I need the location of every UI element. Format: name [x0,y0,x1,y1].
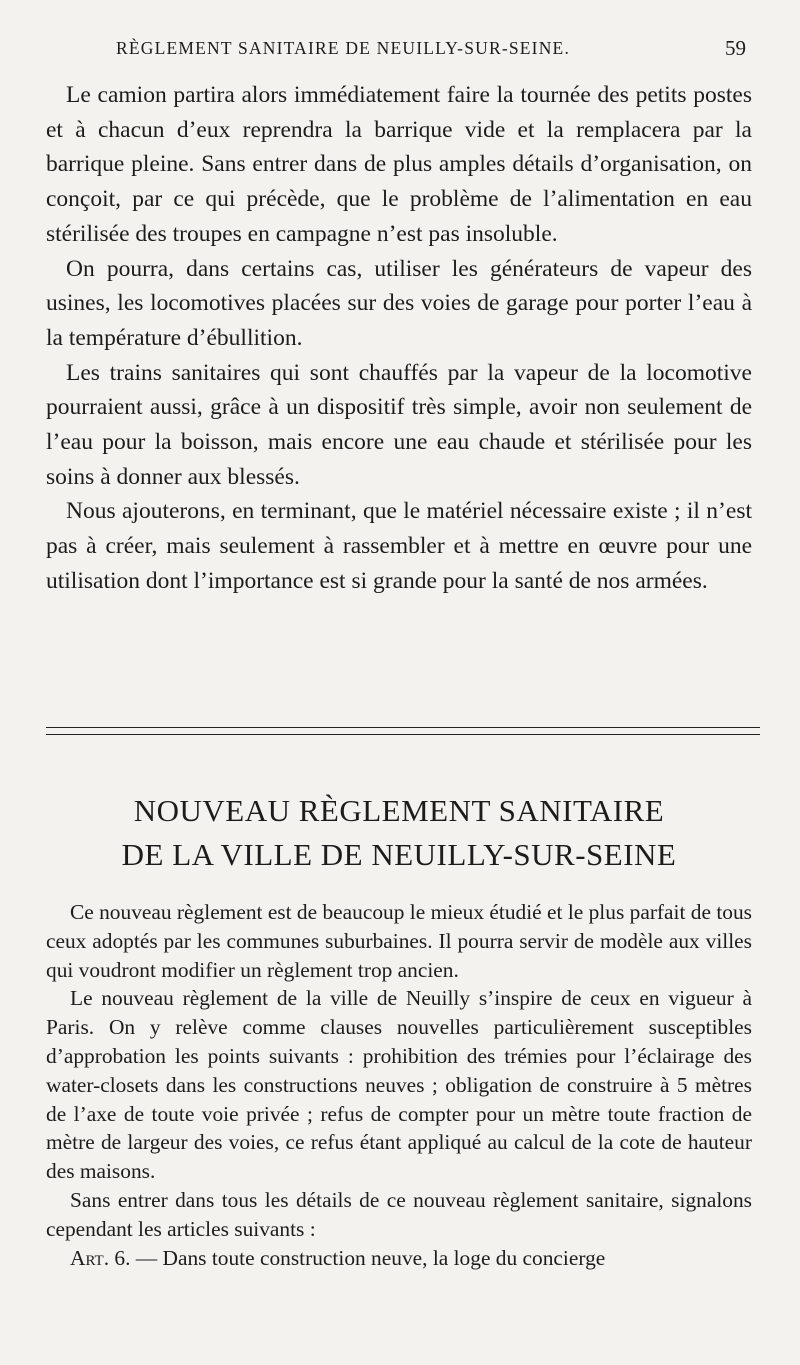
paragraph-generateurs: On pourra, dans certains cas, utiliser les générateurs de vapeur des usines, les locomotives placées sur des voies de garage pour porter l’eau à la température d’ébullition. [46,255,752,351]
upper-text-block [46,78,752,599]
section-heading [46,789,752,877]
lower-text-block [46,898,752,1272]
paragraph-articles-suivants: Sans entrer dans tous les détails de ce nouveau règlement sanitaire, signalons cependant les articles suivants : [46,1187,752,1241]
article-text: — Dans toute construction neuve, la loge du concierge [130,1245,606,1270]
section-title-line-1: NOUVEAU RÈGLEMENT SANITAIRE [133,793,665,828]
running-head [46,36,752,66]
page-number: 59 [725,36,746,60]
paragraph-camion: Le camion partira alors immédiatement faire la tournée des petits postes et à chacun d’eux reprendra la barrique vide et la remplacera par la barrique pleine. Sans entrer dans de plus amples détails d’organisation, on conçoit, par ce qui précède, que le problème de l’alimentation en eau stérilisée des troupes en campagne n’est pas insoluble. [46,82,752,247]
paragraph-trains-sanitaires: Les trains sanitaires qui sont chauffés par la vapeur de la locomotive pourraient aussi, grâce à un dispositif très simple, avoir non seulement de l’eau pour la boisson, mais encore une eau chaude et stérilisée pour les soins à donner aux blessés. [46,359,752,490]
section-divider-top [46,727,760,728]
section-title-line-2: DE LA VILLE DE NEUILLY-SUR-SEINE [121,837,677,872]
paragraph-conclusion: Nous ajouterons, en terminant, que le matériel nécessaire existe ; il n’est pas à créer, mais seulement à rassembler et à mettre en œuvre pour une utilisation dont l’importance est si grande pour la santé de nos armées. [46,498,752,594]
paragraph-neuilly-paris: Le nouveau règlement de la ville de Neuilly s’inspire de ceux en vigueur à Paris. On y relève comme clauses nouvelles particulièrement susceptibles d’approbation les points suivants : prohibition des trémies pour l’éclairage des water-closets dans les constructions neuves ; obligation de construire à 5 mètres de l’axe de toute voie privée ; refus de compter pour un mètre toute fraction de mètre de largeur des voies, ce refus étant appliqué au calcul de la cote de hauteur des maisons. [46,986,752,1184]
paragraph-nouveau-reglement: Ce nouveau règlement est de beaucoup le mieux étudié et le plus parfait de tous ceux adoptés par les communes suburbaines. Il pourra servir de modèle aux villes qui voudront modifier un règlement trop ancien. [46,900,752,982]
article-label: Art. 6. [70,1245,131,1270]
article-6 [46,1244,752,1273]
running-title: RÈGLEMENT SANITAIRE DE NEUILLY-SUR-SEINE. [116,38,571,58]
section-divider-bottom [46,734,760,735]
